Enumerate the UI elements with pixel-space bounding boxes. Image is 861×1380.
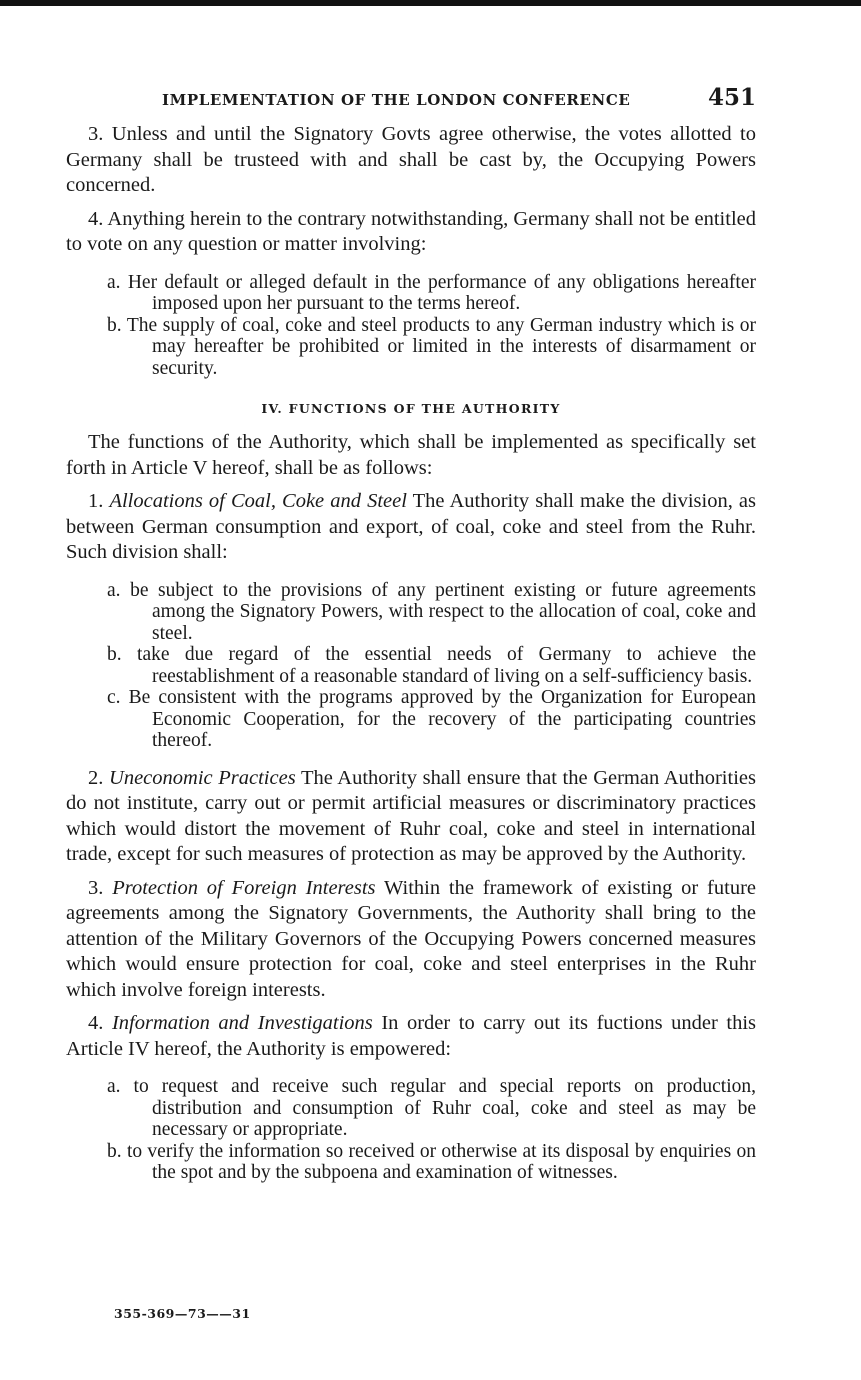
item-1-sub-a: a. be subject to the provisions of any pertinent existing or future agreements among the Signatory Powers, with respect to the allocation of coal, coke and steel. bbox=[107, 579, 756, 644]
paragraph-4: 4. Anything herein to the contrary notwithstanding, Germany shall not be entitled to vote on any question or matter involving: bbox=[66, 207, 756, 255]
item-1-sub-b: b. take due regard of the essential needs of Germany to achieve the reestablishment of a reasonable standard of living on a self-sufficiency basis. bbox=[107, 644, 756, 687]
functions-intro: The functions of the Authority, which shall be implemented as specifically set forth in Article V hereof, shall be as follows: bbox=[66, 431, 756, 479]
item-1-text: The Authority shall make the division, as between German consumption and export, of coal, coke and steel from the Ruhr. Such division shall: bbox=[66, 490, 757, 563]
item-4-sub-b: b. to verify the information so received or otherwise at its disposal by enquiries on the spot and by the subpoena and examination of witnesses. bbox=[107, 1140, 756, 1183]
item-3-title: Protection of Foreign Interests bbox=[112, 876, 376, 899]
paragraph-3: 3. Unless and until the Signatory Govts agree otherwise, the votes allotted to Germany shall be trusteed with and shall be cast by, the Occupying Powers concerned. bbox=[66, 123, 756, 196]
item-3-number: 3. bbox=[88, 876, 104, 899]
paragraph-4-item-a: a. Her default or alleged default in the performance of any obligations hereafter imposed upon her pursuant to the terms hereof. bbox=[107, 271, 756, 314]
item-3-text: Within the framework of existing or future agreements among the Signatory Governments, the Authority shall bring to the attention of the Military Governors of the Occupying Powers concerned measures which would ensure protection for coal, coke and steel enterprises in the Ruhr which involve foreign interests. bbox=[66, 876, 756, 1001]
running-title: IMPLEMENTATION OF THE LONDON CONFERENCE bbox=[162, 91, 631, 109]
item-4-number: 4. bbox=[88, 1012, 104, 1034]
page-number: 451 bbox=[707, 84, 756, 111]
item-2-title: Uneconomic Practices bbox=[109, 766, 296, 789]
paragraph-4-item-b: b. The supply of coal, coke and steel products to any German industry which is or may hereafter be prohibited or limited in the interests of disarmament or security. bbox=[107, 314, 756, 379]
item-4 bbox=[66, 1011, 756, 1062]
document-page bbox=[66, 84, 756, 1184]
item-1-sub-c: c. Be consistent with the programs approved by the Organization for European Economic Cooperation, for the recovery of the participating countries thereof. bbox=[107, 687, 756, 751]
item-1-title: Allocations of Coal, Coke and Steel bbox=[109, 490, 407, 512]
item-3 bbox=[66, 876, 756, 1004]
item-1 bbox=[66, 489, 756, 566]
print-code: 355-369—73——31 bbox=[114, 1306, 251, 1321]
item-2-text: The Authority shall ensure that the German Authorities do not institute, carry out or permit artificial measures or discriminatory practices which would distort the movement of Ruhr coal, coke and steel in international trade, except for such measures of protection as may be approved by the Authority. bbox=[66, 766, 756, 865]
running-header bbox=[66, 84, 756, 122]
item-4-sub-a: a. to request and receive such regular and special reports on production, distribution and consumption of Ruhr coal, coke and steel as may be necessary or appropriate. bbox=[107, 1076, 756, 1140]
item-2-number: 2. bbox=[88, 766, 104, 789]
item-2 bbox=[66, 766, 756, 868]
section-heading: IV. FUNCTIONS OF THE AUTHORITY bbox=[261, 401, 561, 416]
item-4-text: In order to carry out its fuctions under this Article IV hereof, the Authority is empowered: bbox=[66, 1012, 757, 1060]
item-4-title: Information and Investigations bbox=[111, 1012, 373, 1034]
item-1-number: 1. bbox=[88, 490, 104, 512]
page-top-border bbox=[0, 0, 861, 6]
